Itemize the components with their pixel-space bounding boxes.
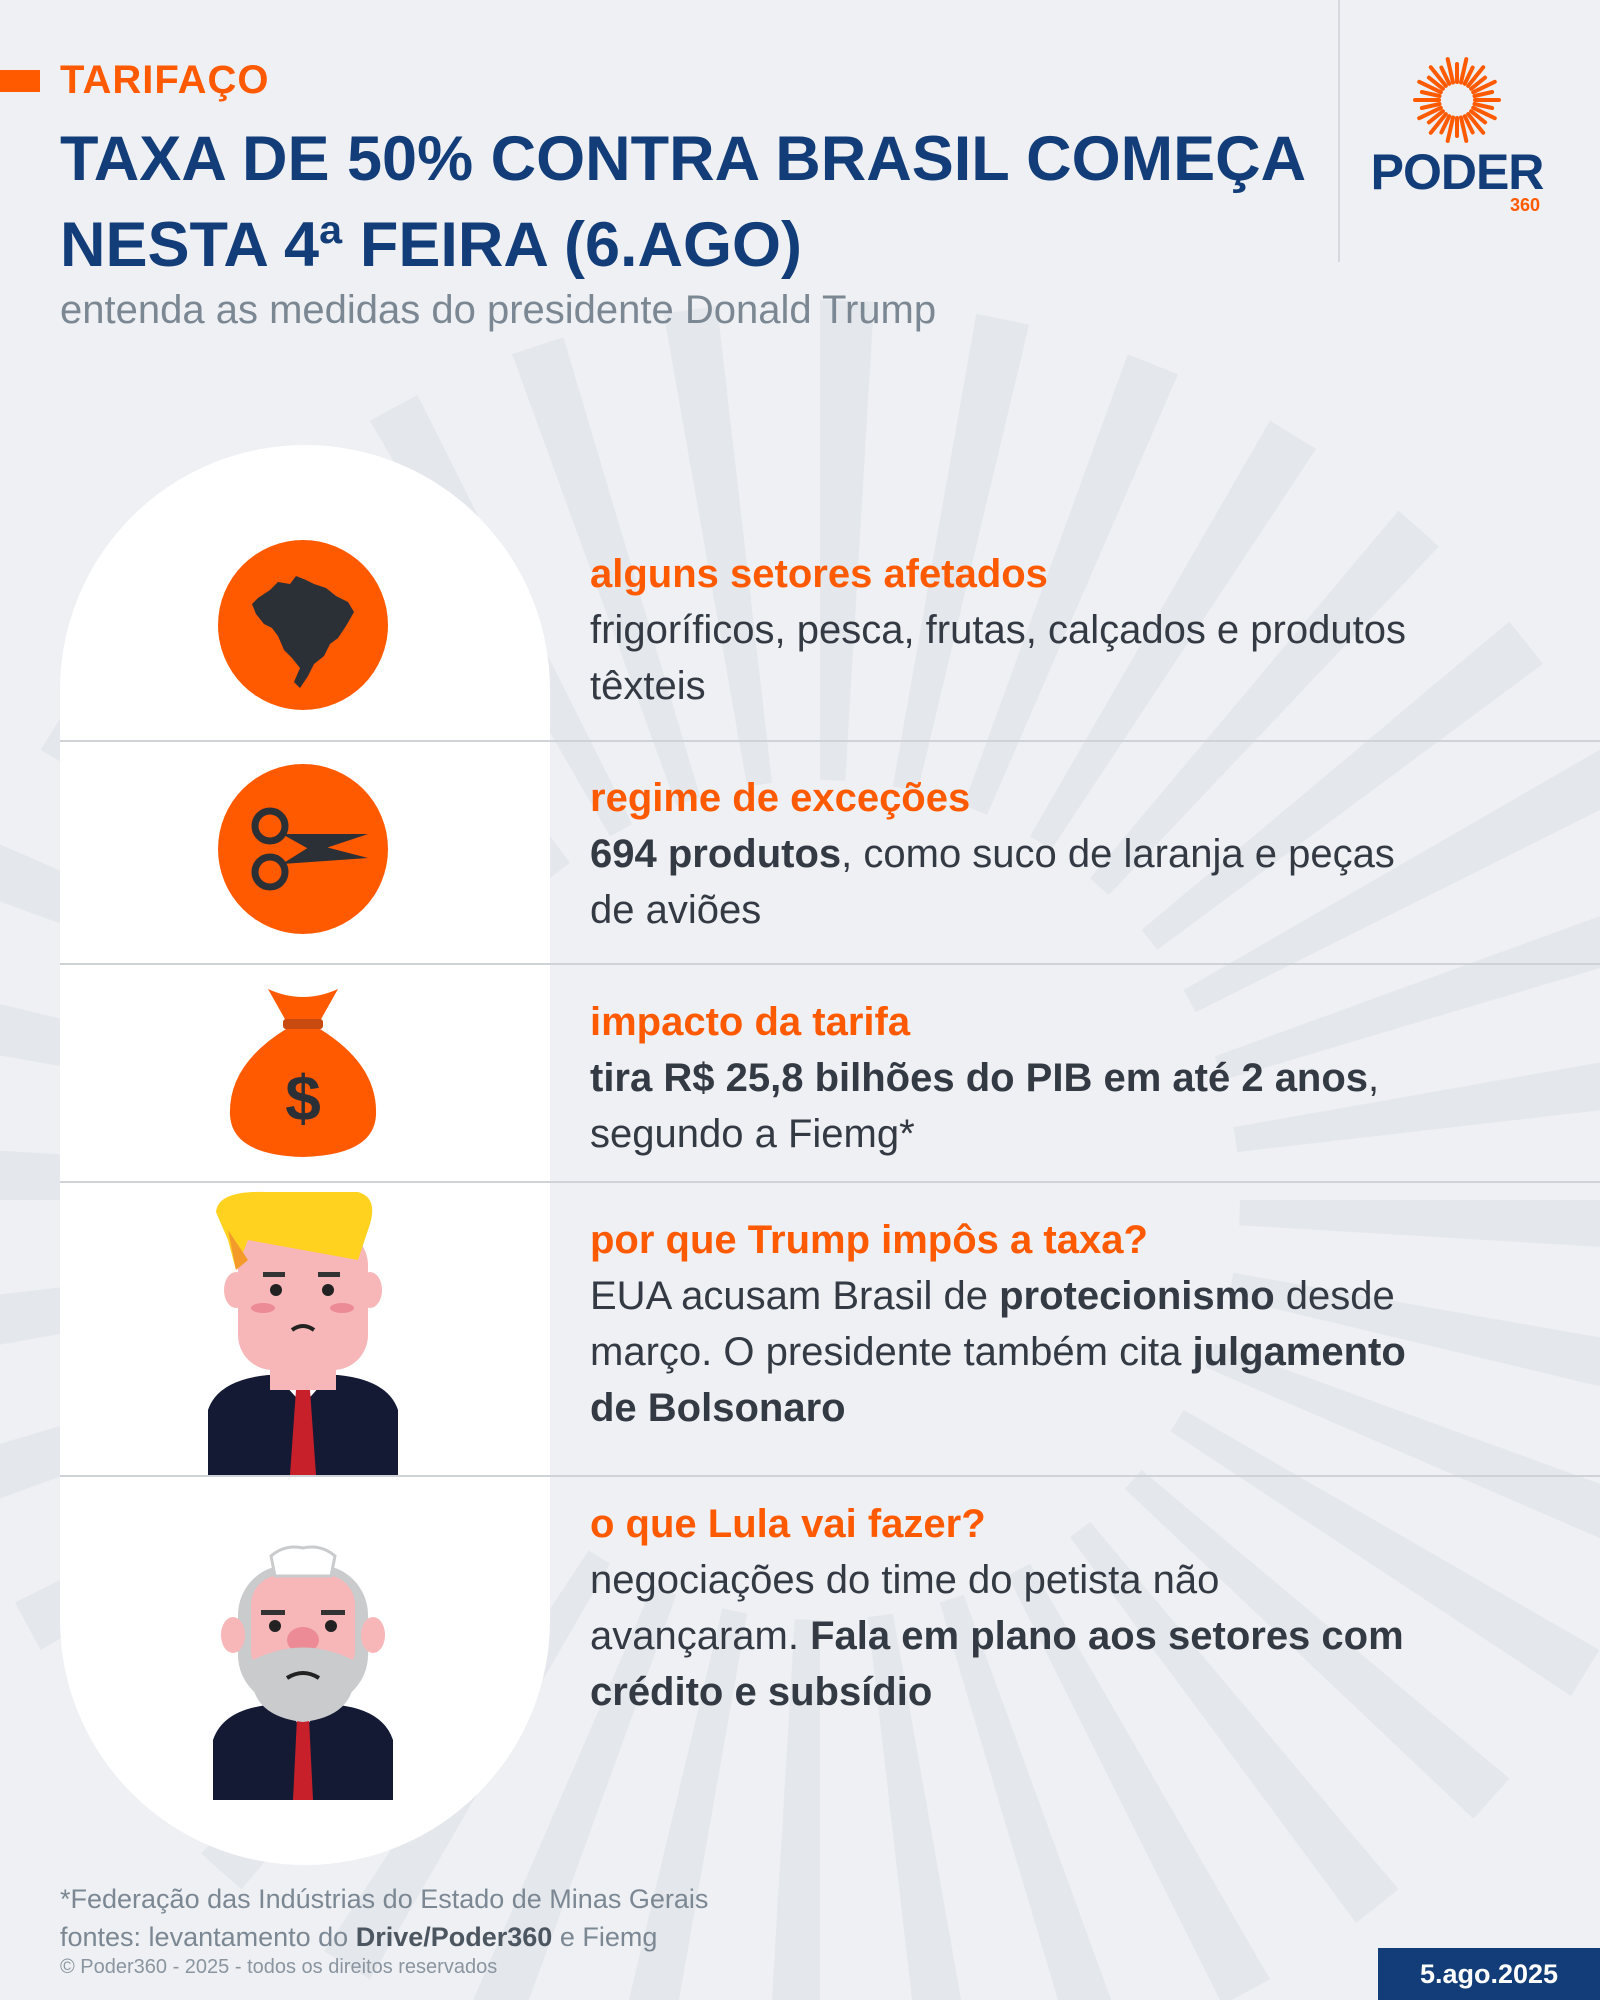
body-segment: desde março. O presidente também cita: [590, 1274, 1395, 1374]
logo-ray: [1475, 104, 1493, 108]
footnote: [60, 1880, 708, 1956]
svg-text:$: $: [285, 1062, 321, 1134]
sources: [60, 1918, 708, 1956]
body-segment: frigoríficos, pesca, frutas, calçados e produtos têxteis: [590, 608, 1406, 708]
kicker-bar: [0, 70, 40, 92]
item-body: [590, 826, 1410, 938]
item-trump: [590, 1212, 1410, 1436]
row-divider: [60, 963, 1600, 965]
kicker: [0, 58, 269, 103]
logo-number: 360: [1509, 195, 1540, 215]
item-heading: alguns setores afetados: [590, 552, 1048, 596]
logo-ray: [1422, 104, 1440, 108]
sources-suffix: e Fiemg: [552, 1922, 658, 1952]
page-subtitle: entenda as medidas do presidente Donald Trump: [60, 288, 937, 332]
scissors-icon: [218, 764, 388, 934]
item-excecoes: [590, 770, 1410, 938]
row-divider: [60, 1475, 1600, 1477]
item-body: [590, 1552, 1410, 1720]
item-lula: [590, 1496, 1410, 1720]
body-segment: 694 produtos: [590, 832, 842, 876]
body-segment: Fala em plano aos setores com crédito e subsídio: [590, 1614, 1404, 1714]
lula-avatar-icon: [213, 1540, 393, 1800]
item-body: [590, 1268, 1410, 1436]
body-segment: protecionismo: [999, 1274, 1275, 1318]
body-segment: julgamento de Bolsonaro: [590, 1330, 1406, 1430]
money-bag-icon: [228, 985, 378, 1160]
item-heading: por que Trump impôs a taxa?: [590, 1218, 1148, 1262]
item-setores: [590, 546, 1410, 714]
logo-ray: [1422, 92, 1440, 96]
row-divider: [60, 740, 1600, 742]
footnote-fiemg: *Federação das Indústrias do Estado de Minas Gerais: [60, 1884, 709, 1914]
sources-bold: Drive/Poder360: [355, 1922, 553, 1952]
copyright: © Poder360 - 2025 - todos os direitos reservados: [60, 1956, 498, 1978]
item-impacto: [590, 994, 1410, 1162]
page-title: TAXA DE 50% CONTRA BRASIL COMEÇA NESTA 4ª FEIRA (6.AGO): [60, 124, 1304, 280]
brazil-map-icon: [218, 540, 388, 710]
header-divider: [1338, 0, 1340, 262]
body-segment: , segundo a Fiemg*: [590, 1056, 1380, 1156]
item-heading: impacto da tarifa: [590, 1000, 911, 1044]
kicker-text: TARIFAÇO: [60, 58, 270, 102]
date-badge: 5.ago.2025: [1378, 1948, 1600, 2000]
body-segment: , como suco de laranja e peças de aviões: [590, 832, 1395, 932]
item-heading: regime de exceções: [590, 776, 971, 820]
body-segment: tira R$ 25,8 bilhões do PIB em até 2 anos: [590, 1056, 1369, 1100]
poder360-logo: [1370, 55, 1550, 225]
item-heading: o que Lula vai fazer?: [590, 1502, 986, 1546]
sources-prefix: fontes: levantamento do: [60, 1922, 356, 1952]
logo-name: PODER: [1370, 144, 1544, 200]
body-segment: EUA acusam Brasil de: [590, 1274, 1000, 1318]
item-body: [590, 602, 1410, 714]
body-segment: negociações do time do petista não avançaram.: [590, 1558, 1220, 1658]
trump-avatar-icon: [208, 1190, 398, 1475]
row-divider: [60, 1181, 1600, 1183]
logo-ray: [1475, 92, 1493, 96]
sun-logo-icon: [1370, 55, 1550, 145]
item-body: [590, 1050, 1410, 1162]
